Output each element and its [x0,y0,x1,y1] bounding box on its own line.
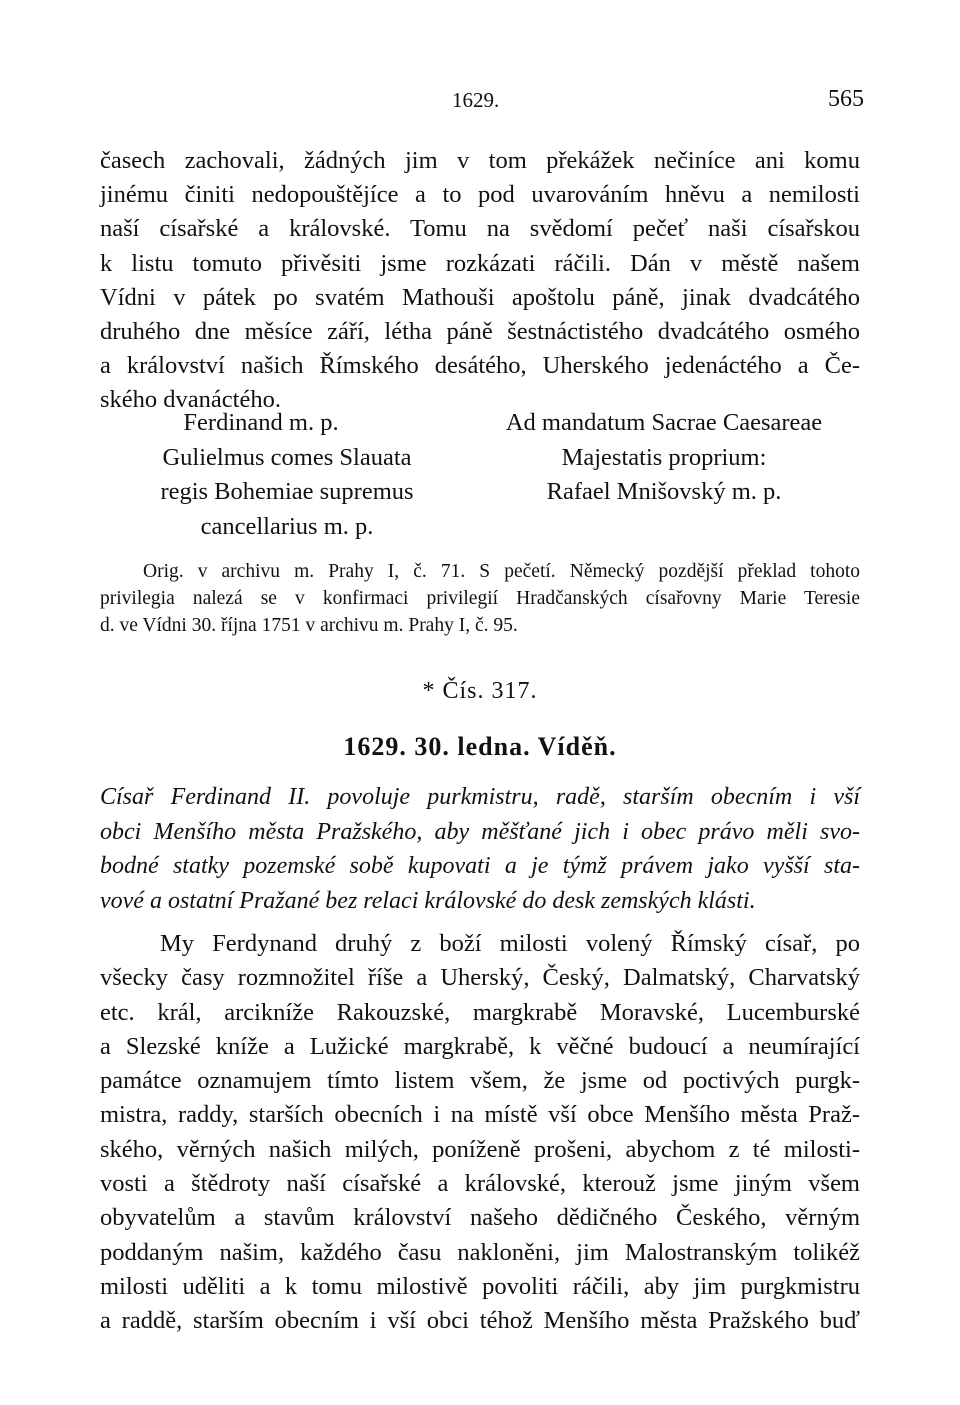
body-line: ského, věrných našich milých, poníženě prošeni, abychom z té milosti- [100,1135,860,1163]
text-line: a království našich Římského desátého, Uherského jedenáctého a Če- [100,352,860,380]
text-line: jinému činiti nedopouštějíce a to pod uvarováním hněvu a nemilosti [100,181,860,209]
summary-line: Císař Ferdinand II. povoluje purkmistru, radě, starším obecním i vší [100,784,860,810]
signature-line: cancellarius m. p. [200,512,374,540]
body-line: mistra, raddy, starších obecních i na místě vší obce Menšího města Praž- [100,1101,860,1129]
text-line: časech zachovali, žádných jim v tom překážek nečiníce ani komu [100,147,860,174]
body-line: všecky časy rozmnožitel říše a Uherský, Český, Dalmatský, Charvatský [100,964,860,992]
body-line: a raddě, starším obecním i vší obci téhož Menšího města Pražského buď [100,1307,860,1335]
page-number: 565 [828,86,864,112]
running-header-year: 1629. [452,88,500,112]
document-date-place: 1629. 30. ledna. Víděň. [343,732,617,761]
signature-line: Ad mandatum Sacrae Caesareae [505,409,823,436]
text-line: k listu tomuto přivěsiti jsme rozkázati ráčili. Dán v městě našem [100,249,860,277]
body-line: vosti a štědroty naší císařské a královské, kterouž jsme jiným všem [100,1170,860,1198]
summary-line: vové a ostatní Pražané bez relaci královské do desk zemských klásti. [100,887,756,914]
summary-line: bodné statky pozemské sobě kupovati a je týmž právem jako vyšší sta- [100,853,860,879]
body-line: památce oznamujem tímto listem všem, že jsme od poctivých purgk- [100,1067,860,1095]
text-line: naší císařské a královské. Tomu na svědomí pečeť naši císařskou [100,215,860,243]
text-line: Vídni v pátek po svatém Mathouši apoštolu páně, jinak dvadcátého [100,283,860,311]
signature-block-left [137,406,437,544]
document-body [100,927,860,1339]
body-line: My Ferdynand druhý z boží milosti volený Římský císař, po [160,930,860,957]
signature-block-right [486,406,842,510]
document-number: * Čís. 317. [422,678,538,704]
text-line: ského dvanáctého. [100,386,281,414]
paragraph-closing-text [100,144,860,418]
body-line: obyvatelům a stavům království našeho dědičného Českého, věrným [100,1204,860,1232]
signature-line: Ferdinand m. p. [183,409,339,436]
note-line: privilegia nalezá se v konfirmaci privilegií Hradčanských císařovny Marie Teresie [100,588,860,609]
body-line: poddaným našim, každého času nakloněni, jim Malostranským tolikéž [100,1238,860,1266]
signature-line: regis Bohemiae supremus [160,478,414,505]
note-line: Orig. v archivu m. Prahy I, č. 71. S pečetí. Německý pozdější překlad tohoto [143,561,860,582]
signature-line: Gulielmus comes Slauata [162,443,412,471]
archival-note [100,558,860,639]
signature-line: Rafael Mnišovský m. p. [546,478,782,505]
body-line: a Slezské kníže a Lužické margkrabě, k věčné budoucí a neumírající [100,1032,860,1060]
signature-line: Majestatis proprium: [561,443,767,471]
note-line: d. ve Vídni 30. října 1751 v archivu m. Prahy I, č. 95. [100,615,518,636]
body-line: etc. král, arcikníže Rakouzské, margkrabě Moravské, Lucemburské [100,998,860,1026]
body-line: milosti uděliti a k tomu milostivě povoliti ráčili, aby jim purgkmistru [100,1272,860,1300]
summary-line: obci Menšího města Pražského, aby měšťané jich i obec právo měli svo- [100,818,860,845]
text-line: druhého dne měsíce září, létha páně šestnáctistého dvadcátého osmého [100,318,860,346]
document-summary [100,780,860,918]
